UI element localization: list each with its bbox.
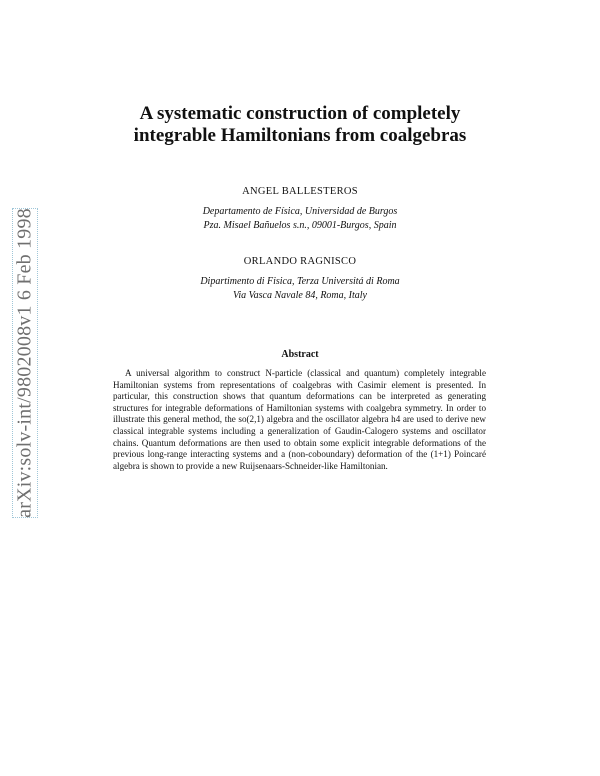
abstract-body: A universal algorithm to construct N-particle (classical and quantum) completely integrable Hamiltonian systems from representations of coalgebras with Casimir element is presented. In particular, this construction shows that quantum deformations can be interpreted as generating structures for integrable deformations of Hamiltonian systems with coalgebra symmetry. In order to illustrate this general method, the so(2,1) algebra and the oscillator algebra h4 are used to derive new classical integrable systems including a generalization of Gaudin-Calogero systems and oscillator chains. Quantum deformations are then used to obtain some explicit integrable deformations of the previous long-range interacting systems and a (non-coboundary) deformation of the (1+1) Poincaré algebra is shown to provide a new Ruijsenaars-Schneider-like Hamiltonian. [113, 368, 486, 471]
affiliation-2-line-1: Dipartimento di Fisica, Terza Universitá di Roma [200, 276, 400, 287]
paper-title [60, 103, 540, 147]
author-affiliation-1 [0, 205, 600, 233]
affiliation-2-line-2: Via Vasca Navale 84, Roma, Italy [233, 290, 367, 301]
title-line-2: integrable Hamiltonians from coalgebras [133, 125, 467, 146]
abstract-heading: Abstract [281, 349, 319, 360]
author-name-2: ORLANDO RAGNISCO [243, 256, 357, 267]
affiliation-1-line-2: Pza. Misael Bañuelos s.n., 09001-Burgos, Spain [203, 220, 397, 231]
author-name-1: ANGEL BALLESTEROS [242, 186, 358, 197]
arxiv-identifier-stamp [12, 208, 38, 518]
title-line-1: A systematic construction of completely [139, 103, 461, 124]
arxiv-identifier-text: arXiv:solv-int/9802008v1 6 Feb 1998 [13, 208, 36, 518]
affiliation-1-line-1: Departamento de Física, Universidad de Burgos [202, 206, 398, 217]
author-affiliation-2 [0, 275, 600, 303]
